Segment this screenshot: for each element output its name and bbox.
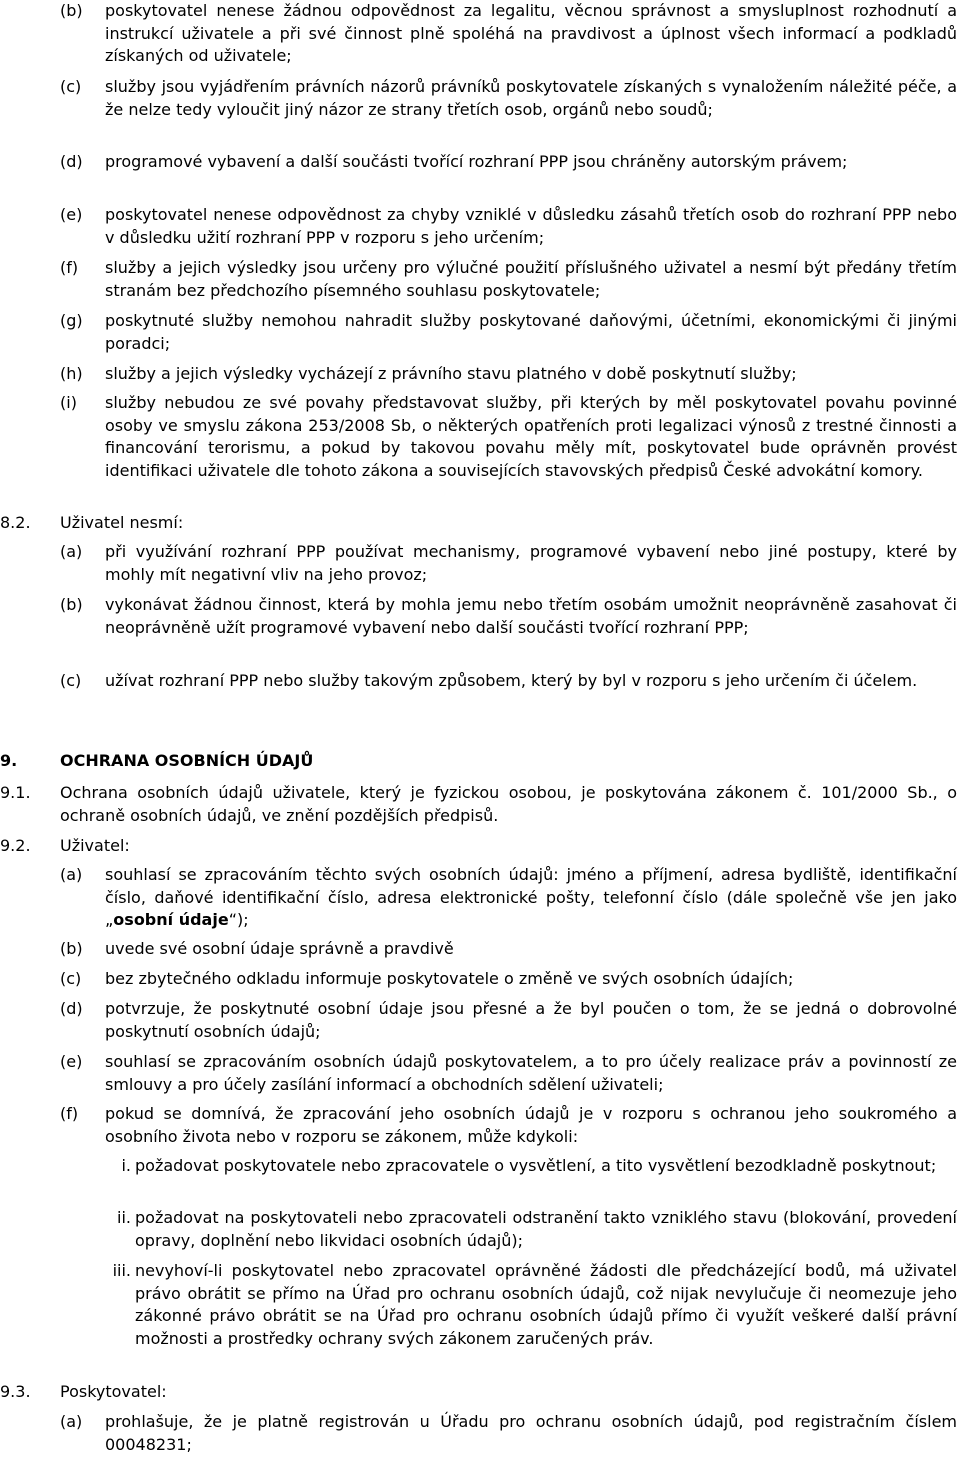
item-text: pokud se domnívá, že zpracování jeho osobních údajů je v rozporu s ochranou jeho soukromého a osobního života nebo v rozporu se zákonem, může kdykoli:	[105, 1104, 957, 1146]
list-item-9-2-c	[60, 968, 957, 991]
list-item-9-2-f	[60, 1103, 957, 1148]
list-item-9-2-b	[60, 938, 957, 961]
list-item-8-1-i	[60, 392, 957, 482]
list-item-8-1-h	[60, 363, 957, 386]
item-text: programové vybavení a další součásti tvořící rozhraní PPP jsou chráněny autorským právem;	[105, 152, 848, 171]
list-item-9-2-a	[60, 864, 957, 932]
item-text: služby a jejich výsledky jsou určeny pro výlučné použití příslušného uživatel a nesmí být předány třetím stranám bez předchozího písemného souhlasu poskytovatele;	[105, 258, 957, 300]
list-item-9-2-d	[60, 998, 957, 1043]
section-9-2	[0, 835, 957, 858]
list-item-8-1-d	[60, 151, 957, 174]
section-8-2	[0, 512, 957, 535]
sub-item-ii	[105, 1207, 957, 1252]
item-text: poskytovatel nenese odpovědnost za chyby vzniklé v důsledku zásahů třetích osob do rozhraní PPP nebo v důsledku užití rozhraní PPP v rozporu s jeho určením;	[105, 205, 957, 247]
item-label: (e)	[60, 205, 83, 224]
item-label: (c)	[60, 969, 82, 988]
sub-item-text: požadovat poskytovatele nebo zpracovatele o vysvětlení, a tito vysvětlení bezodkladně poskytnout;	[135, 1156, 937, 1175]
list-item-9-2-e	[60, 1051, 957, 1096]
list-item-8-2-a	[60, 541, 957, 586]
section-9-3	[0, 1381, 957, 1404]
item-label: (e)	[60, 1052, 83, 1071]
list-item-8-2-c	[60, 670, 957, 693]
item-label: (d)	[60, 152, 83, 171]
item-label: (b)	[60, 939, 83, 958]
section-number: 8.2.	[0, 513, 31, 532]
item-text: potvrzuje, že poskytnuté osobní údaje jsou přesné a že byl poučen o tom, že se jedná o dobrovolné poskytnutí osobních údajů;	[105, 999, 957, 1041]
item-text: bez zbytečného odkladu informuje poskytovatele o změně ve svých osobních údajích;	[105, 969, 794, 988]
item-label: (h)	[60, 364, 83, 383]
item-text: služby jsou vyjádřením právních názorů právníků poskytovatele získaných s vynaložením náležité péče, a že nelze tedy vyloučit jiný názor ze strany třetích osob, orgánů nebo soudů;	[105, 77, 957, 119]
section-number: 9.2.	[0, 836, 31, 855]
item-label: (b)	[60, 1, 83, 20]
list-item-8-1-b	[60, 0, 957, 68]
section-number: 9.3.	[0, 1382, 31, 1401]
sub-item-label: i.	[121, 1156, 131, 1175]
list-item-8-2-b	[60, 594, 957, 639]
sub-item-text: požadovat na poskytovateli nebo zpracovateli odstranění takto vzniklého stavu (blokování, provedení opravy, doplnění nebo likvidaci osobních údajů);	[135, 1208, 957, 1250]
section-heading-title: OCHRANA OSOBNÍCH ÚDAJŮ	[60, 751, 314, 770]
section-number: 9.1.	[0, 783, 31, 802]
item-text: služby nebudou ze své povahy představovat služby, při kterých by měl poskytovatel povahu povinné osoby ve smyslu zákona 253/2008 Sb, o některých opatřeních proti legalizaci výnosů z trestné činnosti a financování terorismu, a pokud by takovou povahu měly mít, poskytovatel bude oprávněn provést identifikaci uživatele dle tohoto zákona a souvisejících stavovských předpisů České advokátní komory.	[105, 393, 957, 480]
sub-item-text: nevyhoví-li poskytovatel nebo zpracovatel oprávněné žádosti dle předcházející bodů, má uživatel právo obrátit se přímo na Úřad pro ochranu osobních údajů, což nijak nevylučuje či neomezuje jeho zákonné právo obrátit se na Úřad pro ochranu osobních údajů přímo či využít veškeré další právní možnosti a prostředky ochrany svých zákonem zaručených práv.	[135, 1261, 957, 1348]
item-label: (f)	[60, 258, 79, 277]
sub-item-label: iii.	[112, 1261, 131, 1280]
item-label: (a)	[60, 1412, 83, 1431]
item-label: (d)	[60, 999, 83, 1018]
item-text: uvede své osobní údaje správně a pravdivě	[105, 939, 454, 958]
sub-item-i	[105, 1155, 957, 1178]
item-text: poskytnuté služby nemohou nahradit služby poskytované daňovými, účetními, ekonomickými či jinými poradci;	[105, 311, 957, 353]
item-label: (f)	[60, 1104, 79, 1123]
item-label: (i)	[60, 393, 77, 412]
item-label: (c)	[60, 77, 82, 96]
section-9-1	[0, 782, 957, 827]
sub-item-label: ii.	[117, 1208, 131, 1227]
item-text: souhlasí se zpracováním osobních údajů poskytovatelem, a to pro účely realizace práv a povinností ze smlouvy a pro účely zasílání informací a obchodních sdělení uživateli;	[105, 1052, 957, 1094]
list-item-8-1-g	[60, 310, 957, 355]
section-title: Uživatel nesmí:	[60, 513, 184, 532]
item-label: (g)	[60, 311, 83, 330]
item-text: prohlašuje, že je platně registrován u Úřadu pro ochranu osobních údajů, pod registračním číslem 00048231;	[105, 1412, 957, 1454]
section-number: 9.	[0, 751, 18, 770]
item-label: (b)	[60, 595, 83, 614]
section-title: Uživatel:	[60, 836, 130, 855]
item-text	[105, 864, 957, 932]
list-item-8-1-f	[60, 257, 957, 302]
section-text: Ochrana osobních údajů uživatele, který je fyzickou osobou, je poskytována zákonem č. 101/2000 Sb., o ochraně osobních údajů, ve znění pozdějších předpisů.	[60, 783, 957, 825]
item-text-part: souhlasí se zpracováním těchto svých osobních údajů: jméno a příjmení, adresa bydliště, identifikační číslo, daňové identifikační číslo, adresa elektronické pošty, telefonní číslo (dále společně vše jen jako „	[105, 865, 957, 929]
item-text: vykonávat žádnou činnost, která by mohla jemu nebo třetím osobám umožnit neoprávněně zasahovat či neoprávněně užít programové vybavení nebo další součásti tvořící rozhraní PPP;	[105, 595, 957, 637]
item-label: (a)	[60, 542, 83, 561]
item-text-part: “);	[228, 910, 249, 929]
item-label: (a)	[60, 865, 83, 884]
item-text: poskytovatel nenese žádnou odpovědnost za legalitu, věcnou správnost a smysluplnost rozhodnutí a instrukcí uživatele a při své činnost plně spoléhá na pravdivost a úplnost všech informací a podkladů získaných od uživatele;	[105, 1, 957, 65]
defined-term: osobní údaje	[113, 910, 229, 929]
list-item-8-1-e	[60, 204, 957, 249]
section-title: Poskytovatel:	[60, 1382, 167, 1401]
item-text: užívat rozhraní PPP nebo služby takovým způsobem, který by byl v rozporu s jeho určením či účelem.	[105, 671, 918, 690]
list-item-8-1-c	[60, 76, 957, 121]
item-label: (c)	[60, 671, 82, 690]
list-item-9-3-a	[60, 1411, 957, 1456]
item-text: při využívání rozhraní PPP používat mechanismy, programové vybavení nebo jiné postupy, které by mohly mít negativní vliv na jeho provoz;	[105, 542, 957, 584]
item-text: služby a jejich výsledky vycházejí z právního stavu platného v době poskytnutí služby;	[105, 364, 797, 383]
section-9-heading	[0, 750, 957, 773]
sub-item-iii	[105, 1260, 957, 1350]
